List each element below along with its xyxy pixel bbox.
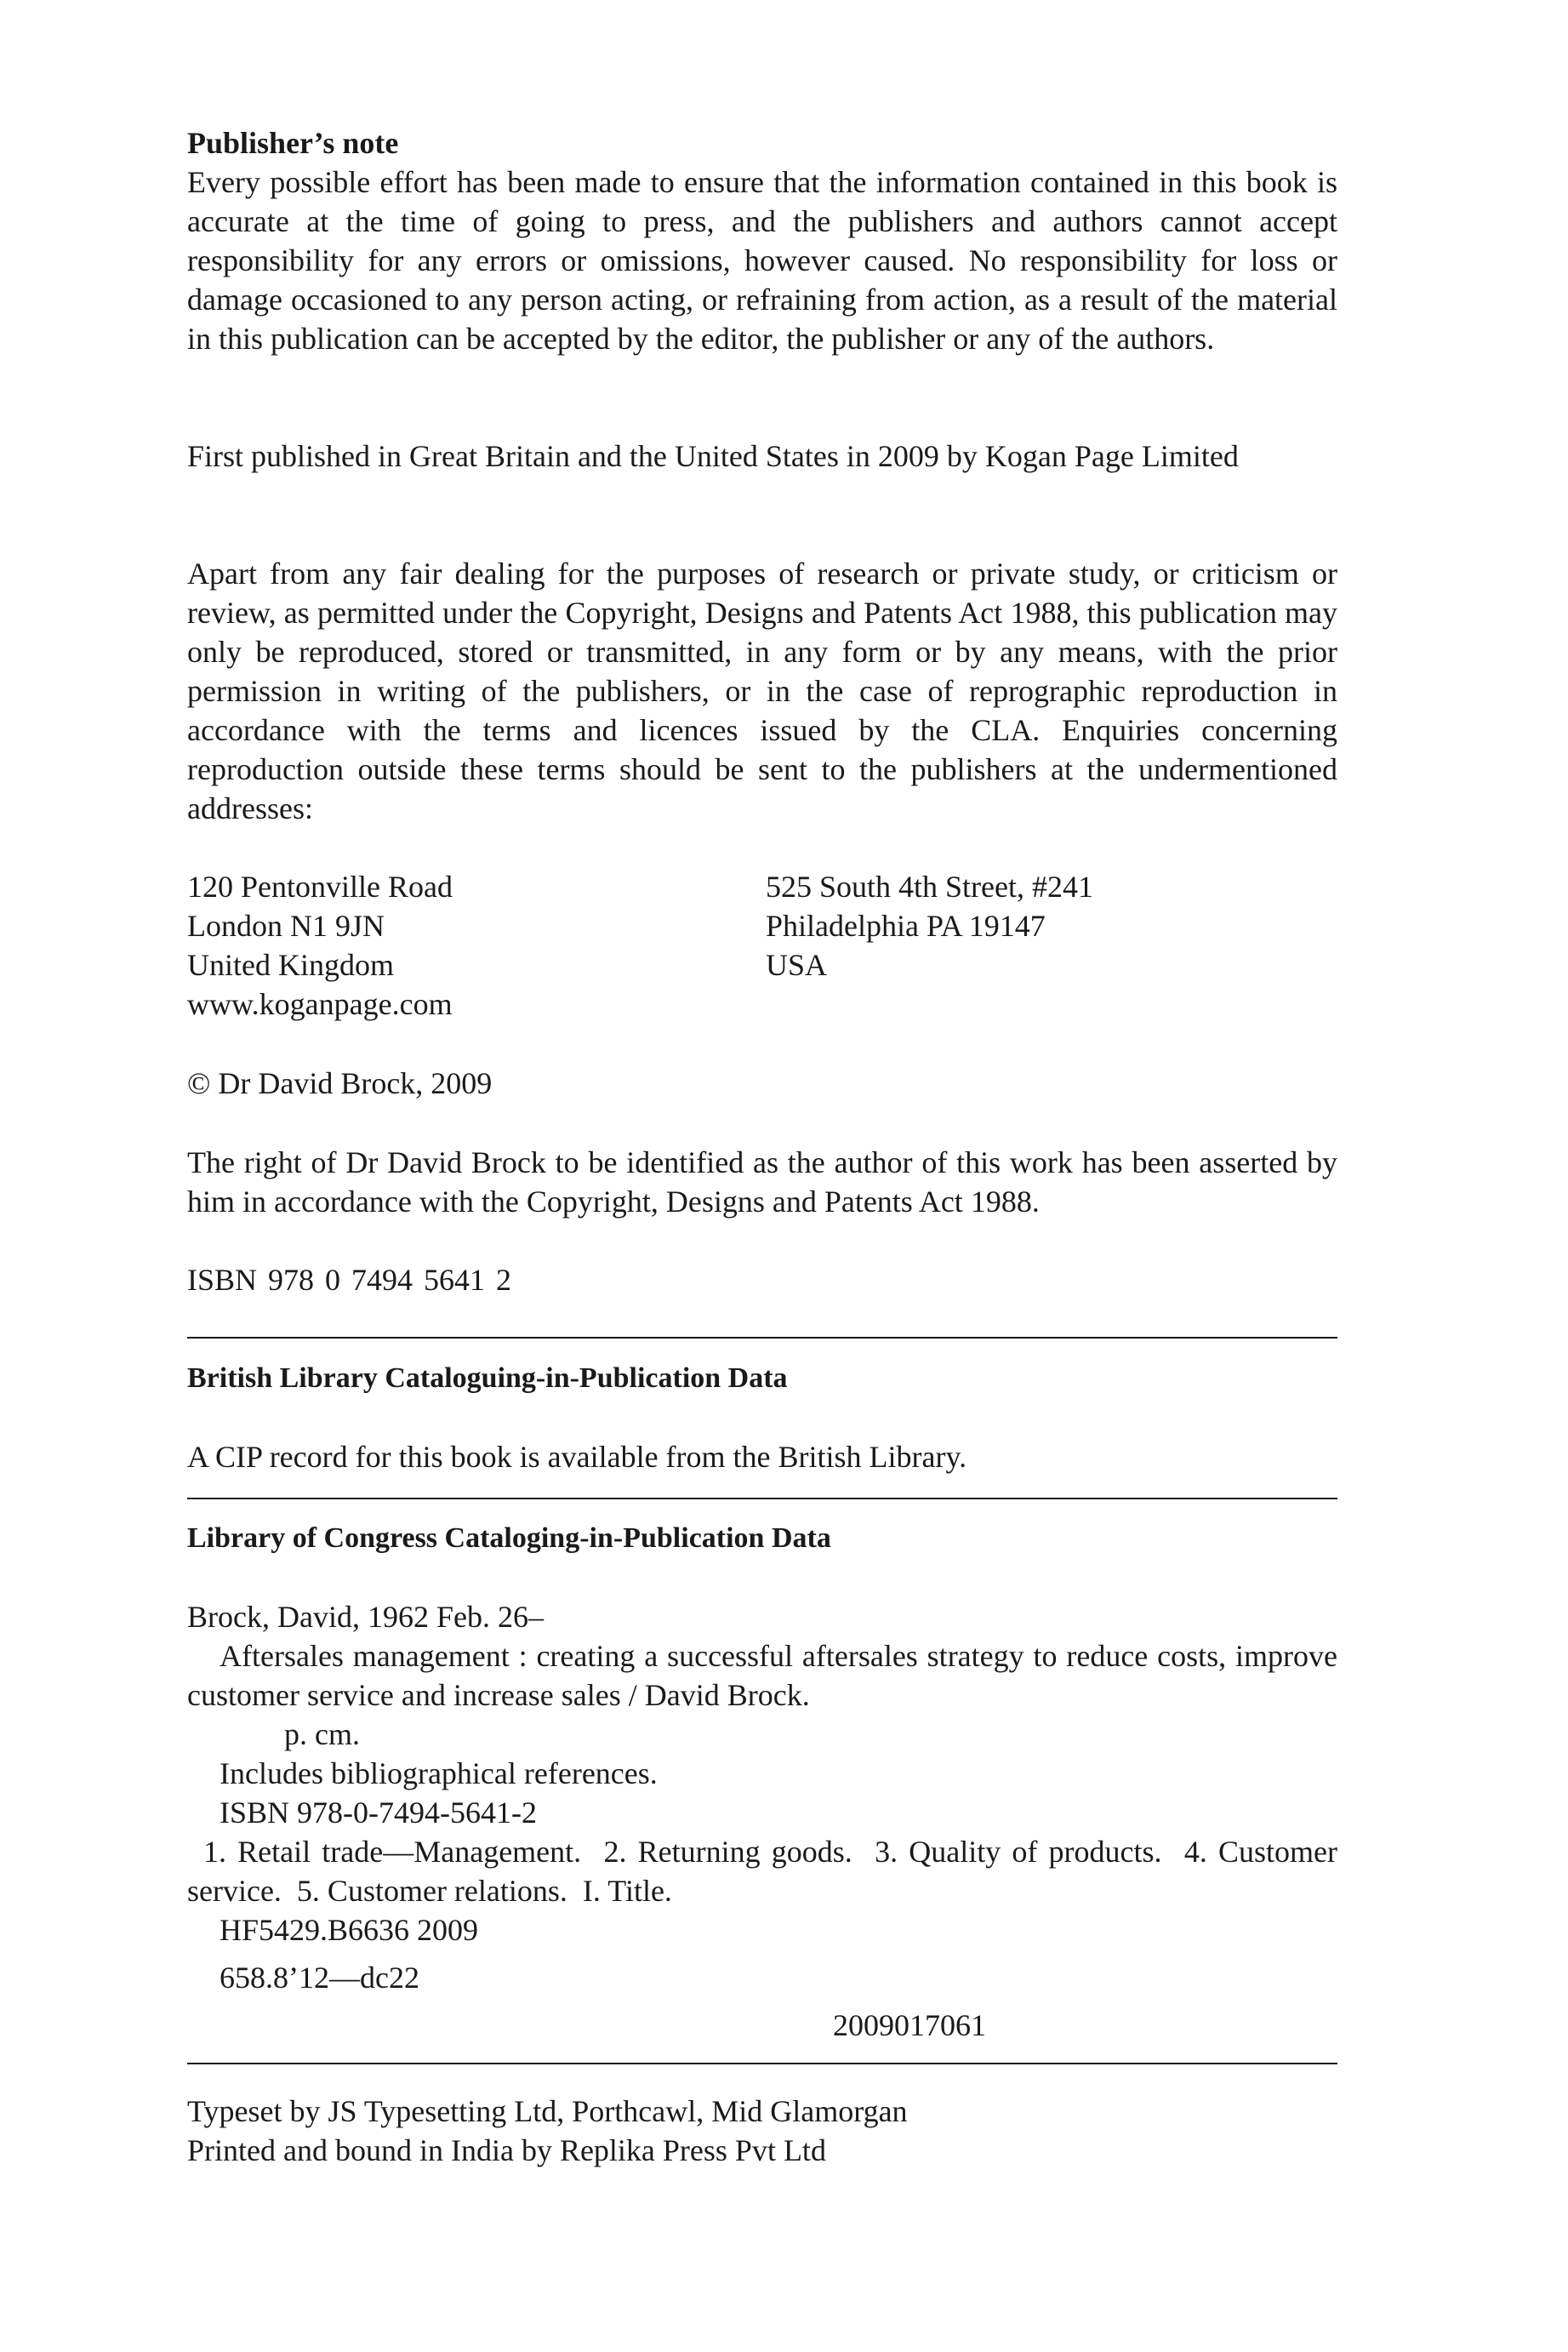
loc-isbn: ISBN 978-0-7494-5641-2 xyxy=(220,1795,537,1830)
uk-address xyxy=(187,867,453,1024)
addresses xyxy=(187,867,1337,1024)
loc-heading: Library of Congress Cataloging-in-Publication Data xyxy=(187,1522,831,1554)
loc-notes: Includes bibliographical references. xyxy=(220,1756,658,1790)
moral-rights-text: The right of Dr David Brock to be identified as the author of this work has been asserted by him in accordance with the Copyright, Designs and Patents Act 1988. xyxy=(187,1145,1337,1219)
copyright-text: © Dr David Brock, 2009 xyxy=(187,1066,493,1100)
publisher-website-link[interactable]: www.koganpage.com xyxy=(187,987,453,1021)
us-address-line: Philadelphia PA 19147 xyxy=(766,909,1046,943)
loc-title-entry: Aftersales management : creating a successful aftersales strategy to reduce costs, improve customer service and increase sales / David Brock. xyxy=(187,1639,1337,1712)
moral-rights xyxy=(187,1143,1337,1221)
us-address xyxy=(766,867,1093,985)
uk-address-line: 120 Pentonville Road xyxy=(187,870,453,904)
loc-author-line: Brock, David, 1962 Feb. 26– xyxy=(187,1600,544,1634)
us-address-line: USA xyxy=(766,948,828,982)
publishers-note-text: Every possible effort has been made to ensure that the information contained in this book is accurate at the time of going to press, and the publishers and authors cannot accept responsibility for any errors or omissions, however caused. No responsibility for loss or damage occasioned to any person acting, or refraining from action, as a result of the material in this publication can be accepted by the editor, the publisher or any of the authors. xyxy=(187,165,1337,356)
loc-lccn: 2009017061 xyxy=(833,2008,986,2042)
loc-pagination: p. cm. xyxy=(284,1717,360,1751)
publishers-note xyxy=(187,123,1337,358)
british-library-text: A CIP record for this book is available from the British Library. xyxy=(187,1440,967,1474)
publishers-note-heading: Publisher’s note xyxy=(187,126,399,160)
copyright xyxy=(187,1064,1337,1103)
divider xyxy=(187,1337,1337,1339)
divider xyxy=(187,1498,1337,1499)
printed-text: Printed and bound in India by Replika Press Pvt Ltd xyxy=(187,2133,826,2167)
divider xyxy=(187,2063,1337,2064)
us-address-line: 525 South 4th Street, #241 xyxy=(766,870,1093,904)
library-of-congress-cip xyxy=(187,1519,1345,2045)
first-published-text: First published in Great Britain and the United States in 2009 by Kogan Page Limited xyxy=(187,439,1239,473)
printer-info xyxy=(187,2092,1337,2170)
isbn xyxy=(187,1260,1337,1299)
permissions xyxy=(187,554,1337,828)
british-library-heading: British Library Cataloguing-in-Publication Data xyxy=(187,1362,788,1394)
loc-subjects: 1. Retail trade––Management. 2. Returning goods. 3. Quality of products. 4. Customer service. 5. Customer relations. I. Title. xyxy=(187,1835,1345,1908)
isbn-text: ISBN 978 0 7494 5641 2 xyxy=(187,1263,512,1297)
first-published xyxy=(187,437,1337,476)
loc-dewey: 658.8’12––dc22 xyxy=(220,1961,419,1995)
typeset-text: Typeset by JS Typesetting Ltd, Porthcawl, Mid Glamorgan xyxy=(187,2094,908,2128)
british-library-cip xyxy=(187,1359,1337,1476)
loc-lc-class: HF5429.B6636 2009 xyxy=(220,1913,479,1947)
permissions-text: Apart from any fair dealing for the purposes of research or private study, or criticism or review, as permitted under the Copyright, Designs and Patents Act 1988, this publication may only be reproduced, stored or transmitted, in any form or by any means, with the prior permission in writing of the publishers, or in the case of reprographic reproduction in accordance with the terms and licences issued by the CLA. Enquiries concerning reproduction outside these terms should be sent to the publishers at the undermentioned addresses: xyxy=(187,557,1337,825)
uk-address-line: London N1 9JN xyxy=(187,909,385,943)
uk-address-line: United Kingdom xyxy=(187,948,394,982)
